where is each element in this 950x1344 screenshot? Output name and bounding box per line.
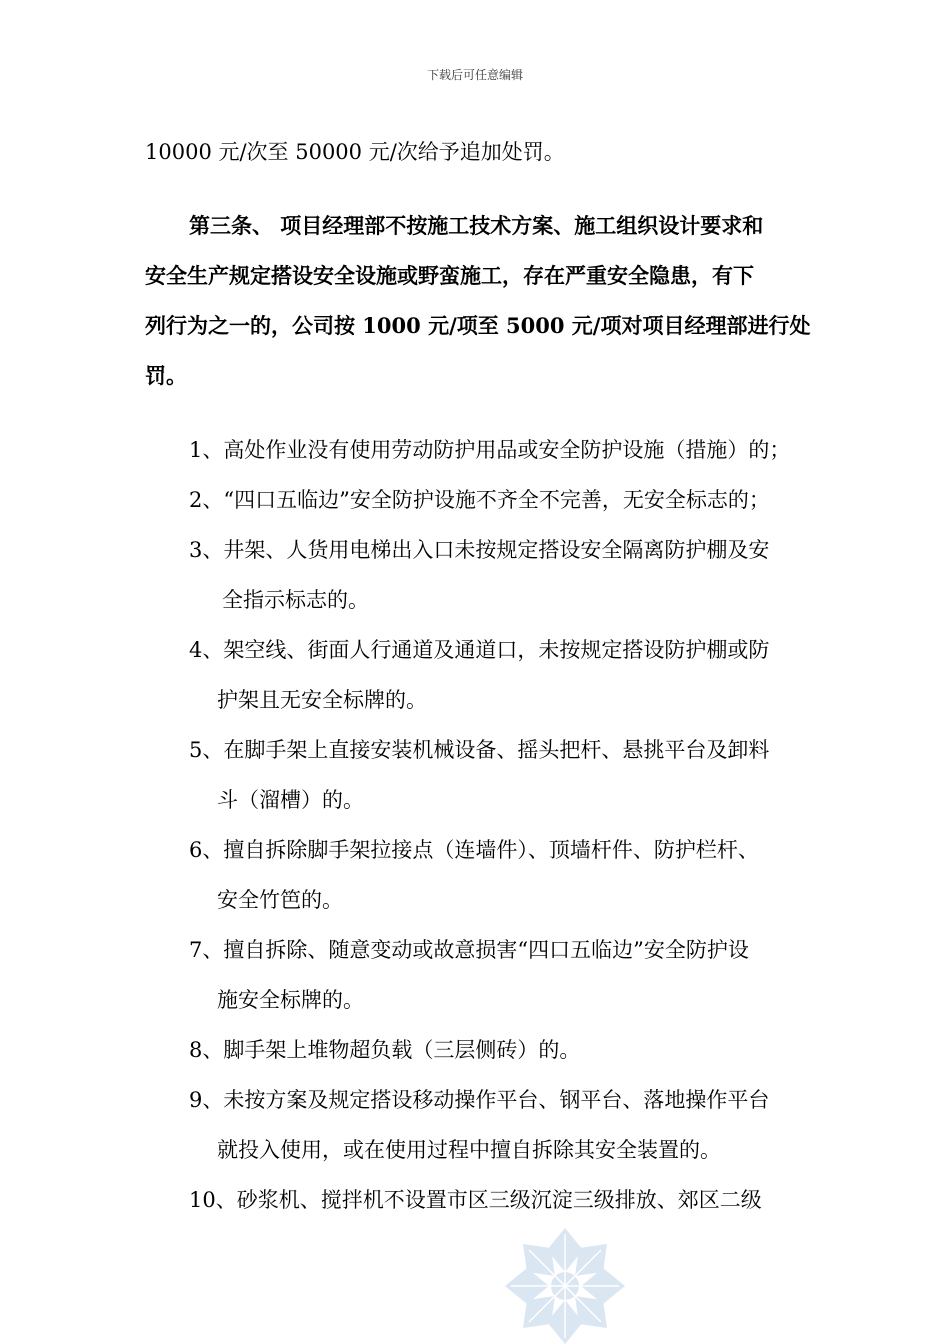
list-item-continuation: 斗（溜槽）的。	[217, 788, 364, 812]
snowflake-logo-icon	[505, 1228, 625, 1344]
article-line: 罚。	[145, 363, 187, 388]
list-item: 3、井架、人货用电梯出入口未按规定搭设安全隔离防护棚及安	[189, 538, 770, 562]
page-header: 下载后可任意编辑	[426, 68, 523, 82]
list-item-continuation: 全指示标志的。	[222, 588, 369, 612]
article-heading-line: 第三条、 项目经理部不按施工技术方案、施工组织设计要求和	[189, 213, 764, 238]
list-item: 9、未按方案及规定搭设移动操作平台、钢平台、落地操作平台	[189, 1088, 770, 1112]
list-item-continuation: 安全竹笆的。	[217, 888, 343, 912]
list-item: 7、擅自拆除、随意变动或故意损害“四口五临边”安全防护设	[189, 938, 749, 962]
list-item: 1、高处作业没有使用劳动防护用品或安全防护设施（措施）的；	[189, 438, 791, 462]
list-item-continuation: 施安全标牌的。	[217, 988, 364, 1012]
article-line: 列行为之一的，公司按 1000 元/项至 5000 元/项对项目经理部进行处	[145, 313, 811, 338]
list-item: 8、脚手架上堆物超负载（三层侧砖）的。	[189, 1038, 581, 1062]
list-item: 2、“四口五临边”安全防护设施不齐全不完善，无安全标志的；	[189, 488, 770, 512]
article-line: 安全生产规定搭设安全设施或野蛮施工，存在严重安全隐患，有下	[145, 263, 754, 288]
list-item: 6、擅自拆除脚手架拉接点（连墙件）、顶墙杆件、防护栏杆、	[189, 838, 759, 862]
list-item-continuation: 护架且无安全标牌的。	[217, 688, 427, 712]
list-item: 10、砂浆机、搅拌机不设置市区三级沉淀三级排放、郊区二级	[189, 1188, 762, 1212]
list-item: 4、架空线、街面人行通道及通道口，未按规定搭设防护棚或防	[189, 638, 770, 662]
intro-line: 10000 元/次至 50000 元/次给予追加处罚。	[145, 140, 565, 164]
list-item: 5、在脚手架上直接安装机械设备、摇头把杆、悬挑平台及卸料	[189, 738, 770, 762]
list-item-continuation: 就投入使用，或在使用过程中擅自拆除其安全装置的。	[217, 1138, 721, 1162]
